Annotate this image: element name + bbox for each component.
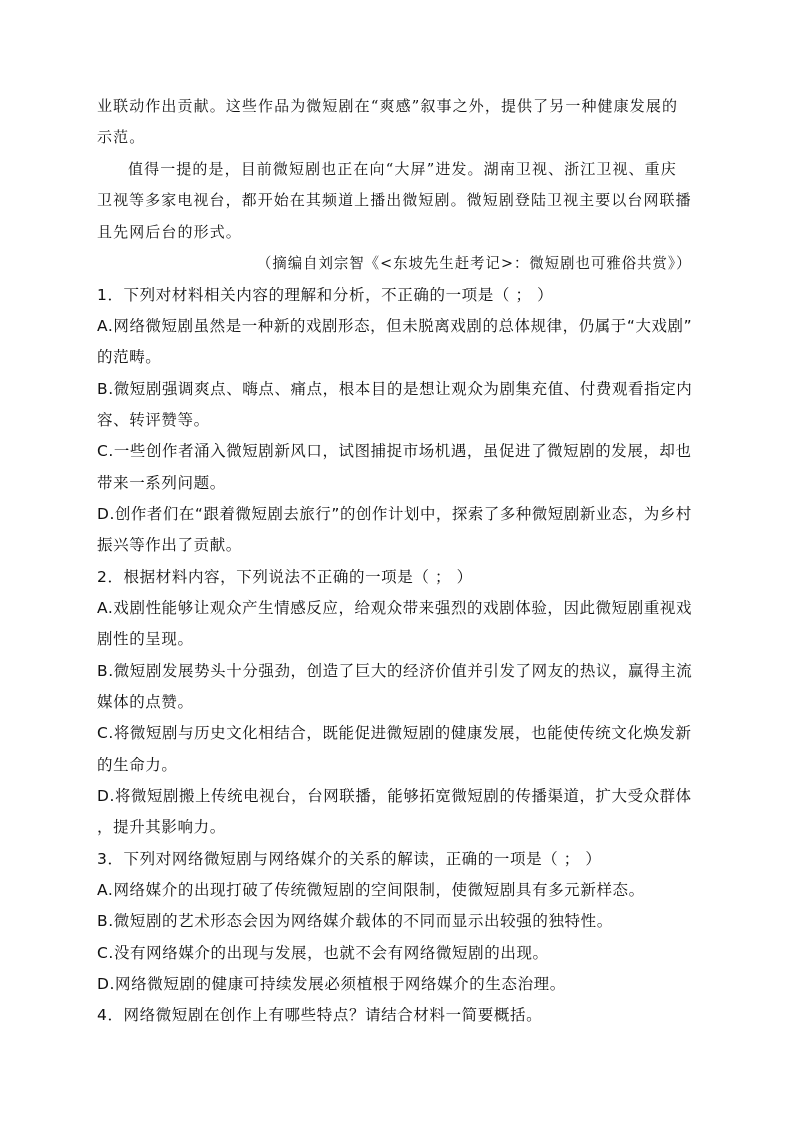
option-b: B.微短剧的艺术形态会因为网络媒介载体的不同而显示出较强的独特性。 [97,912,613,930]
question-stem: 4．网络微短剧在创作上有哪些特点？请结合材料一简要概括。 [97,1006,543,1024]
option-d-cont: ，提升其影响力。 [97,818,226,836]
question-stem: 1．下列对材料相关内容的理解和分析，不正确的一项是（ ； ） [97,286,554,304]
option-a: A.网络微短剧虽然是一种新的戏剧形态，但未脱离戏剧的总体规律，仍属于“大戏剧” [97,317,693,335]
passage-line: 卫视等多家电视台，都开始在其频道上播出微短剧。微短剧登陆卫视主要以台网联播 [97,191,692,209]
option-b: B.微短剧发展势头十分强劲，创造了巨大的经济价值并引发了网友的热议，赢得主流 [97,662,693,680]
question-stem: 3．下列对网络微短剧与网络媒介的关系的解读，正确的一项是（ ； ） [97,850,602,868]
passage-line: 业联动作出贡献。这些作品为微短剧在“爽感”叙事之外，提供了另一种健康发展的 [97,97,679,115]
option-d: D.创作者们在“跟着微短剧去旅行”的创作计划中，探索了多种微短剧新业态，为乡村 [97,505,692,523]
option-c-cont: 带来一系列问题。 [97,474,226,492]
option-c: C.没有网络媒介的出现与发展，也就不会有网络微短剧的出现。 [97,944,549,962]
option-b-cont: 容、转评赞等。 [97,411,210,429]
option-b: B.微短剧强调爽点、嗨点、痛点，根本目的是想让观众为剧集充值、付费观看指定内 [97,380,693,398]
question-stem: 2．根据材料内容，下列说法不正确的一项是（ ； ） [97,568,473,586]
option-c: C.一些创作者涌入微短剧新风口，试图捕捉市场机遇，虽促进了微短剧的发展，却也 [97,442,692,460]
option-d: D.网络微短剧的健康可持续发展必须植根于网络媒介的生态治理。 [97,975,566,993]
option-b-cont: 媒体的点赞。 [97,693,194,711]
passage-source: （摘编自刘宗智《<东坡先生赶考记>：微短剧也可雅俗共赏》） [257,254,692,272]
passage-line: 示范。 [97,128,146,146]
option-c: C.将微短剧与历史文化相结合，既能促进微短剧的健康发展，也能使传统文化焕发新 [97,724,692,742]
passage-line: 值得一提的是，目前微短剧也正在向“大屏”进发。湖南卫视、浙江卫视、重庆 [128,160,677,178]
option-c-cont: 的生命力。 [97,756,178,774]
option-a: A.戏剧性能够让观众产生情感反应，给观众带来强烈的戏剧体验，因此微短剧重视戏 [97,599,693,617]
passage-line: 且先网后台的形式。 [97,223,242,241]
option-d-cont: 振兴等作出了贡献。 [97,536,242,554]
option-d: D.将微短剧搬上传统电视台，台网联播，能够拓宽微短剧的传播渠道，扩大受众群体 [97,787,692,805]
option-a-cont: 剧性的呈现。 [97,630,194,648]
option-a-cont: 的范畴。 [97,348,162,366]
option-a: A.网络媒介的出现打破了传统微短剧的空间限制，使微短剧具有多元新样态。 [97,881,645,899]
